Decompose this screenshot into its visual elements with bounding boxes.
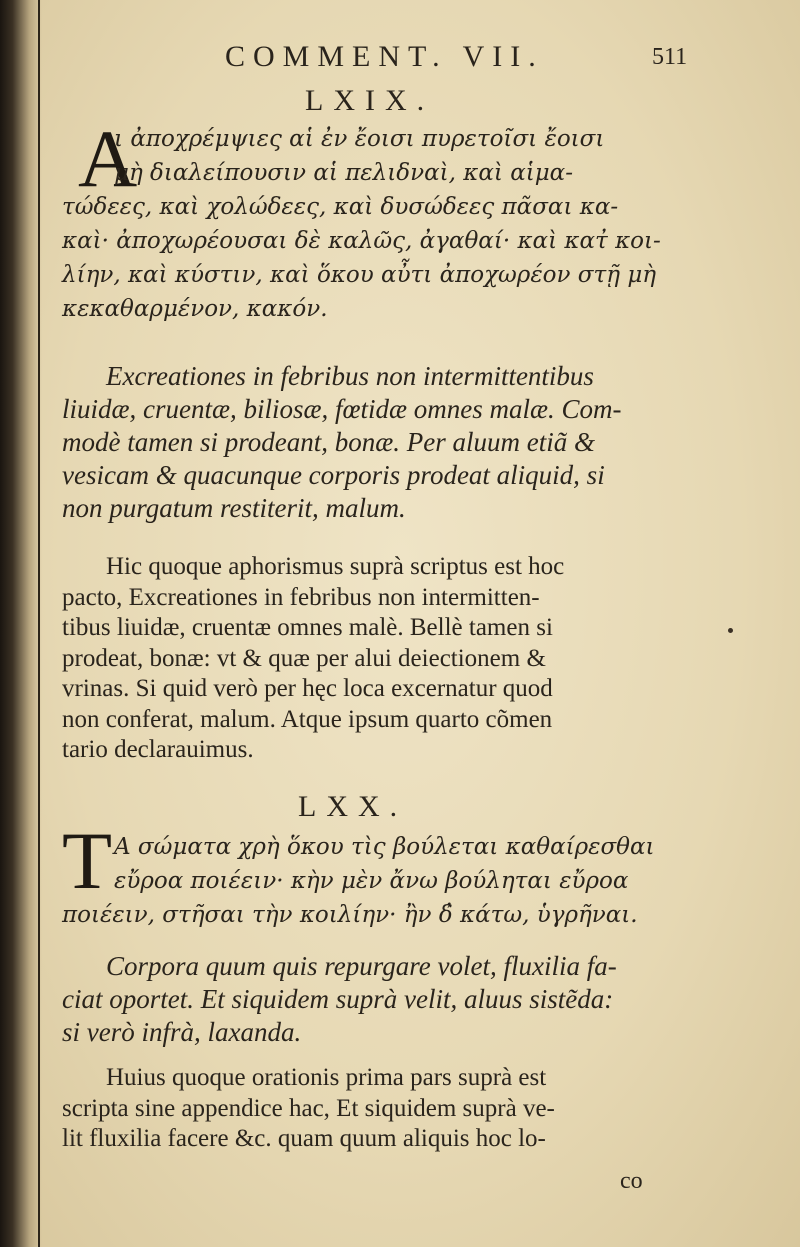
commentary-line: Huius quoque orationis prima pars suprà est	[106, 1064, 547, 1091]
dropcap-70: T	[62, 815, 113, 906]
greek-line: ποιέειν, στῆσαι τὴν κοιλίην· ἢν δ̓ κάτω, ὑγρῆναι.	[62, 902, 638, 928]
greek-line: λίην, καὶ κύστιν, καὶ ὅκου αὖτι ἀποχωρέον στῇ μὴ	[62, 262, 657, 288]
commentary-69	[62, 552, 662, 766]
commentary-line: tario declarauimus.	[62, 736, 254, 763]
greek-line: εὔροα ποιέειν· κὴν μὲν ἄνω βούληται εὔροα	[114, 868, 629, 894]
catchword: co	[620, 1168, 643, 1194]
latin-line: non purgatum restiterit, malum.	[62, 493, 406, 523]
section-number-69: LXIX.	[305, 84, 435, 117]
commentary-line: pacto, Excreationes in febribus non intermitten-	[62, 583, 540, 611]
book-spine-shadow	[0, 0, 42, 1247]
margin-mark	[728, 628, 733, 633]
latin-line: Corpora quum quis repurgare volet, fluxilia fa-	[106, 951, 617, 981]
running-head: COMMENT. VII.	[225, 40, 544, 73]
latin-line: si verò infrà, laxanda.	[62, 1017, 302, 1047]
commentary-line: non conferat, malum. Atque ipsum quarto cõmen	[62, 705, 553, 733]
latin-line: modè tamen si prodeant, bonæ. Per aluum etiã &	[62, 427, 595, 457]
commentary-line: prodeat, bonæ: vt & quæ per alui deiectionem &	[62, 644, 546, 672]
latin-line: liuidæ, cruentæ, biliosæ, fœtidæ omnes malæ. Com-	[62, 394, 622, 424]
greek-line: καὶ· ἀποχωρέουσαι δὲ καλῶς, ἀγαθαί· καὶ κατ̓ κοι-	[62, 228, 661, 254]
latin-line: vesicam & quacunque corporis prodeat aliquid, si	[62, 460, 605, 490]
latin-translation-70	[62, 950, 662, 1049]
greek-line: ι ἀποχρέμψιες αἱ ἐν ἔοισι πυρετοῖσι ἔοισι	[114, 126, 605, 152]
latin-line: Excreationes in febribus non intermittentibus	[106, 361, 594, 391]
page-number: 511	[652, 44, 688, 70]
book-gutter-line	[38, 0, 40, 1247]
commentary-line: tibus liuidæ, cruentæ omnes malè. Bellè tamen si	[62, 614, 553, 641]
commentary-line: Hic quoque aphorismus suprà scriptus est hoc	[106, 553, 565, 580]
commentary-line: vrinas. Si quid verò per hęc loca excernatur quod	[62, 675, 553, 702]
latin-translation-69	[62, 360, 662, 525]
greek-text-69	[62, 122, 662, 326]
greek-line: μὴ διαλείπουσιν αἱ πελιδναὶ, καὶ αἱμα-	[114, 160, 573, 186]
commentary-line: scripta sine appendice hac, Et siquidem suprà ve-	[62, 1094, 555, 1122]
greek-line: τώδεες, καὶ χολώδεες, καὶ δυσώδεες πᾶσαι κα-	[62, 194, 619, 220]
commentary-70	[62, 1063, 662, 1155]
greek-text-70	[62, 830, 662, 932]
greek-line: κεκαθαρμένον, κακόν.	[62, 296, 328, 322]
dropcap-69: A	[78, 113, 138, 204]
greek-line: A σώματα χρὴ ὅκου τὶς βούλεται καθαίρεσθαι	[114, 834, 655, 860]
section-number-70: LXX.	[298, 790, 408, 823]
commentary-line: lit fluxilia facere &c. quam quum aliquis hoc lo-	[62, 1125, 546, 1152]
latin-line: ciat oportet. Et siquidem suprà velit, aluus sistẽda:	[62, 984, 614, 1014]
